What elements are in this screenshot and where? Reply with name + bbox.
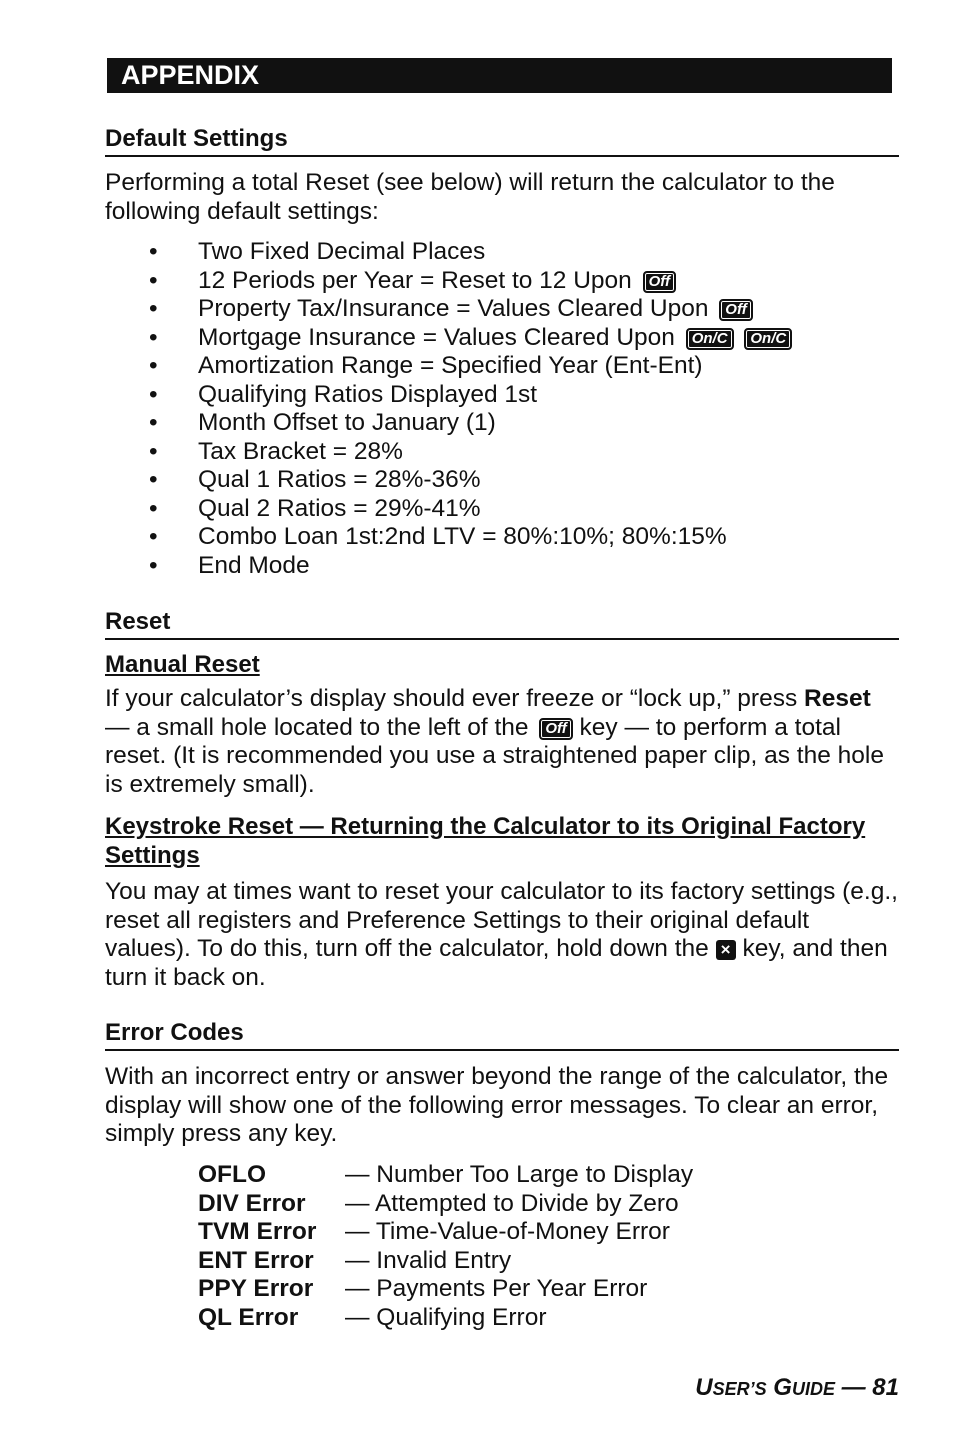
table-row: DIV Error — Attempted to Divide by Zero bbox=[198, 1189, 679, 1217]
list-item: • 12 Periods per Year = Reset to 12 Upon Off bbox=[105, 267, 899, 296]
default-settings-list bbox=[105, 238, 899, 580]
table-row: QL Error — Qualifying Error bbox=[198, 1303, 547, 1331]
list-item: • Month Offset to January (1) bbox=[149, 409, 496, 436]
table-row: TVM Error — Time-Value-of-Money Error bbox=[198, 1218, 670, 1245]
list-item: • Property Tax/Insurance = Values Cleared Upon Off bbox=[105, 295, 899, 324]
list-item: • Amortization Range = Specified Year (Ent-Ent) bbox=[149, 352, 703, 379]
appendix-banner: APPENDIX bbox=[107, 58, 892, 93]
keystroke-reset-text: You may at times want to reset your calculator to its factory settings (e.g., reset all registers and Preference Settings to their original default values). To do this, turn off the calculator, hold down the × key, and then turn it back on. bbox=[105, 878, 898, 991]
list-item: • Combo Loan 1st:2nd LTV = 80%:10%; 80%:15% bbox=[149, 523, 727, 550]
list-item: • End Mode bbox=[149, 551, 310, 579]
table-row: OFLO — Number Too Large to Display bbox=[198, 1161, 694, 1188]
reset-keyword: Reset bbox=[804, 685, 871, 712]
list-item: • Tax Bracket = 28% bbox=[149, 437, 403, 465]
off-key-icon: Off bbox=[719, 299, 752, 321]
keystroke-reset-heading: Keystroke Reset — Returning the Calculator to its Original Factory Settings bbox=[105, 813, 866, 869]
reset-heading: Reset bbox=[105, 608, 899, 640]
off-key-icon: Off bbox=[643, 271, 676, 293]
table-row: ENT Error — Invalid Entry bbox=[198, 1246, 512, 1274]
on-c-key-icon: On/C bbox=[744, 328, 792, 350]
list-item: • Mortgage Insurance = Values Cleared Upon On/C On/C bbox=[105, 324, 899, 353]
default-settings-intro: Performing a total Reset (see below) will return the calculator to the following default settings: bbox=[105, 169, 835, 225]
table-row: PPY Error — Payments Per Year Error bbox=[198, 1275, 648, 1302]
on-c-key-icon: On/C bbox=[686, 328, 734, 350]
list-item: • Qual 2 Ratios = 29%-41% bbox=[149, 494, 481, 522]
list-item: • Qualifying Ratios Displayed 1st bbox=[149, 380, 538, 408]
off-key-icon: Off bbox=[539, 718, 572, 740]
list-item: • Two Fixed Decimal Places bbox=[149, 238, 486, 265]
manual-reset-text: If your calculator’s display should ever freeze or “lock up,” press Reset — a small hole located to the left of the Off key — to perform a total reset. (It is recommended you use a straightened paper clip, as the hole is extremely small). bbox=[105, 685, 884, 798]
error-code-table bbox=[198, 1161, 693, 1332]
list-item: • Qual 1 Ratios = 28%-36% bbox=[149, 466, 481, 493]
error-codes-heading: Error Codes bbox=[105, 1019, 899, 1051]
default-settings-heading: Default Settings bbox=[105, 125, 899, 157]
multiply-key-icon: × bbox=[716, 940, 736, 960]
error-codes-intro: With an incorrect entry or answer beyond the range of the calculator, the display will show one of the following error messages. To clear an error, simply press any key. bbox=[105, 1063, 889, 1147]
manual-reset-heading: Manual Reset bbox=[105, 651, 260, 678]
page-footer: USER’S GUIDE — 81 bbox=[695, 1374, 899, 1401]
